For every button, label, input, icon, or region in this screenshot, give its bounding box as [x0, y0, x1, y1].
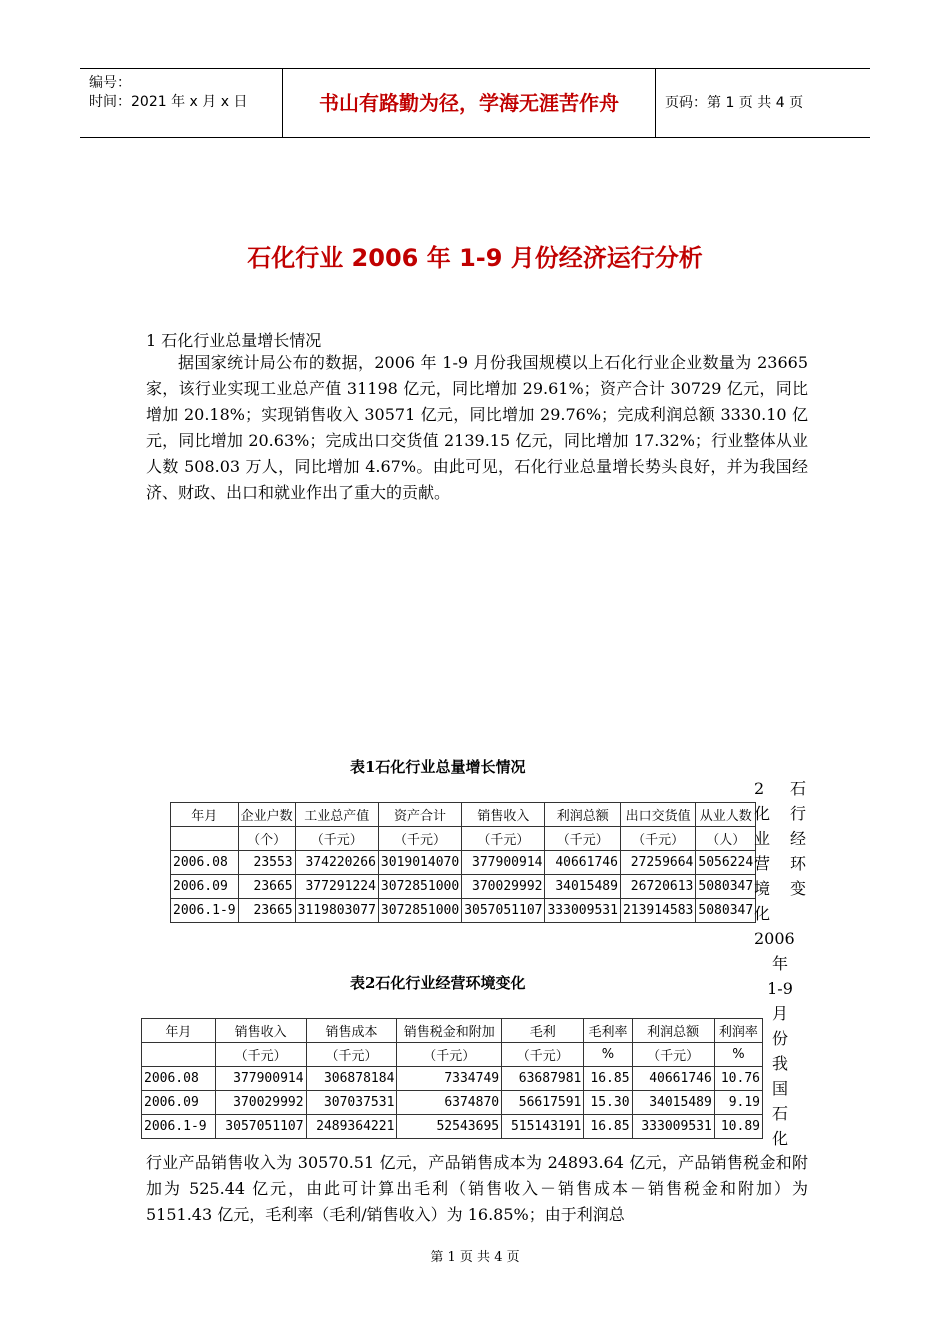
- table-cell: 23665: [238, 875, 295, 899]
- column-unit: （千元）: [620, 827, 695, 851]
- table-cell: 27259664: [620, 851, 695, 875]
- table-cell: 26720613: [620, 875, 695, 899]
- column-header: 利润总额: [632, 1019, 714, 1043]
- table2: [141, 1018, 763, 1139]
- column-unit: %: [584, 1043, 632, 1067]
- number-label: 编号：: [89, 75, 131, 91]
- side-row: 营 环: [754, 854, 806, 873]
- table-cell: 333009531: [632, 1115, 714, 1139]
- table-cell: 34015489: [632, 1091, 714, 1115]
- time-label: 时间：2021 年 x 月 x 日: [89, 94, 248, 110]
- side-row: 国: [771, 1079, 788, 1098]
- table-cell: 5080347: [696, 899, 756, 923]
- table-cell: 5080347: [696, 875, 756, 899]
- section1-body: [146, 350, 808, 506]
- table-cell: 6374870: [397, 1091, 502, 1115]
- table-cell: 2006.08: [142, 1067, 216, 1091]
- column-header: 销售税金和附加: [397, 1019, 502, 1043]
- table-cell: 7334749: [397, 1067, 502, 1091]
- header-info-cell: [80, 69, 283, 137]
- column-unit: （千元）: [462, 827, 545, 851]
- table-cell: 3072851000: [378, 875, 461, 899]
- table-cell: 3057051107: [462, 899, 545, 923]
- table-row: [171, 851, 756, 875]
- side-row: 年: [771, 954, 788, 973]
- side-row: 份: [771, 1029, 788, 1048]
- side-row: 月: [771, 1004, 788, 1023]
- side-row: 化 行: [754, 804, 806, 823]
- column-header: 出口交货值: [620, 803, 695, 827]
- column-unit: （千元）: [306, 1043, 397, 1067]
- table-cell: 370029992: [462, 875, 545, 899]
- table-unit-row: [142, 1043, 763, 1067]
- column-header: 销售成本: [306, 1019, 397, 1043]
- side-row: 化: [754, 904, 771, 923]
- table-cell: 40661746: [632, 1067, 714, 1091]
- column-unit: （个）: [238, 827, 295, 851]
- column-unit: （千元）: [502, 1043, 584, 1067]
- table-cell: 10.89: [714, 1115, 762, 1139]
- column-unit: [142, 1043, 216, 1067]
- column-header: 毛利率: [584, 1019, 632, 1043]
- table-cell: 3057051107: [215, 1115, 306, 1139]
- column-unit: （千元）: [378, 827, 461, 851]
- table-unit-row: [171, 827, 756, 851]
- table-cell: 23553: [238, 851, 295, 875]
- table-cell: 40661746: [545, 851, 620, 875]
- table-row: [171, 875, 756, 899]
- table-header-row: [171, 803, 756, 827]
- column-header: 工业总产值: [295, 803, 378, 827]
- table-cell: 2006.09: [142, 1091, 216, 1115]
- continuation-paragraph: 行业产品销售收入为 30570.51 亿元，产品销售成本为 24893.64 亿元，产品销售税金和附加为 525.44 亿元，由此可计算出毛利（销售收入－销售成本－销售税金和附加）为 5151.43 亿元，毛利率（毛利/销售收入）为 16.85%；由于利润总: [146, 1153, 808, 1224]
- column-header: 从业人数: [696, 803, 756, 827]
- table-cell: 16.85: [584, 1067, 632, 1091]
- table-cell: 377291224: [295, 875, 378, 899]
- column-unit: （人）: [696, 827, 756, 851]
- table-cell: 52543695: [397, 1115, 502, 1139]
- side-row: 我: [771, 1054, 788, 1073]
- table-cell: 377900914: [215, 1067, 306, 1091]
- side-row: 1-9: [767, 979, 793, 998]
- column-header: 利润总额: [545, 803, 620, 827]
- column-unit: （千元）: [295, 827, 378, 851]
- table-cell: 15.30: [584, 1091, 632, 1115]
- column-unit: （千元）: [632, 1043, 714, 1067]
- table-cell: 2006.1-9: [142, 1115, 216, 1139]
- table-cell: 3072851000: [378, 899, 461, 923]
- column-header: 利润率: [714, 1019, 762, 1043]
- column-unit: [171, 827, 239, 851]
- table-cell: 56617591: [502, 1091, 584, 1115]
- column-header: 销售收入: [462, 803, 545, 827]
- table-cell: 213914583: [620, 899, 695, 923]
- table-row: [142, 1091, 763, 1115]
- column-unit: %: [714, 1043, 762, 1067]
- table-row: [171, 899, 756, 923]
- page-footer: 第 1 页 共 4 页: [430, 1250, 520, 1265]
- table-cell: 377900914: [462, 851, 545, 875]
- column-header: 销售收入: [215, 1019, 306, 1043]
- table-cell: 333009531: [545, 899, 620, 923]
- page-header: [80, 68, 870, 138]
- section1-heading: 1 石化行业总量增长情况: [146, 331, 322, 350]
- column-unit: （千元）: [215, 1043, 306, 1067]
- table1: [170, 802, 756, 923]
- table-cell: 10.76: [714, 1067, 762, 1091]
- side-row: 境 变: [754, 879, 806, 898]
- table-cell: 2489364221: [306, 1115, 397, 1139]
- table-cell: 2006.1-9: [171, 899, 239, 923]
- side-row: 化: [771, 1129, 788, 1148]
- column-header: 年月: [171, 803, 239, 827]
- table-cell: 34015489: [545, 875, 620, 899]
- side-row: 业 经: [754, 829, 806, 848]
- column-header: 企业户数: [238, 803, 295, 827]
- table-row: [142, 1067, 763, 1091]
- table1-caption: 表1石化行业总量增长情况: [350, 758, 526, 776]
- table-cell: 2006.09: [171, 875, 239, 899]
- column-header: 年月: [142, 1019, 216, 1043]
- table2-caption: 表2石化行业经营环境变化: [350, 974, 526, 992]
- table-cell: 515143191: [502, 1115, 584, 1139]
- side-row: 2006: [754, 929, 795, 948]
- table-cell: 3119803077: [295, 899, 378, 923]
- header-motto: 书山有路勤为径，学海无涯苦作舟: [283, 69, 656, 137]
- side-row: 2 石: [754, 779, 806, 798]
- table-row: [142, 1115, 763, 1139]
- table-cell: 23665: [238, 899, 295, 923]
- table-cell: 2006.08: [171, 851, 239, 875]
- table-cell: 3019014070: [378, 851, 461, 875]
- side-row: 石: [771, 1104, 788, 1123]
- column-header: 资产合计: [378, 803, 461, 827]
- table-cell: 306878184: [306, 1067, 397, 1091]
- side-text-column: [754, 776, 806, 1151]
- column-unit: （千元）: [545, 827, 620, 851]
- section1-paragraph: 据国家统计局公布的数据，2006 年 1-9 月份我国规模以上石化行业企业数量为 23665 家，该行业实现工业总产值 31198 亿元，同比增加 29.61%；资产合计 30729 亿元，同比增加 20.18%；实现销售收入 30571 亿元，同比增加 29.76%；完成利润总额 3330.10 亿元，同比增加 20.63%；完成出口交货值 2139.15 亿元，同比增加 17.32%；行业整体从业人数 508.03 万人，同比增加 4.67%。由此可见，石化行业总量增长势头良好，并为我国经济、财政、出口和就业作出了重大的贡献。: [146, 353, 808, 502]
- column-header: 毛利: [502, 1019, 584, 1043]
- table-cell: 370029992: [215, 1091, 306, 1115]
- table-header-row: [142, 1019, 763, 1043]
- table-cell: 16.85: [584, 1115, 632, 1139]
- table-cell: 9.19: [714, 1091, 762, 1115]
- document-title: 石化行业 2006 年 1-9 月份经济运行分析: [247, 244, 703, 272]
- table-cell: 5056224: [696, 851, 756, 875]
- header-page-label: 页码：第 1 页 共 4 页: [665, 95, 804, 111]
- table-cell: 307037531: [306, 1091, 397, 1115]
- table-cell: 374220266: [295, 851, 378, 875]
- table-cell: 63687981: [502, 1067, 584, 1091]
- column-unit: （千元）: [397, 1043, 502, 1067]
